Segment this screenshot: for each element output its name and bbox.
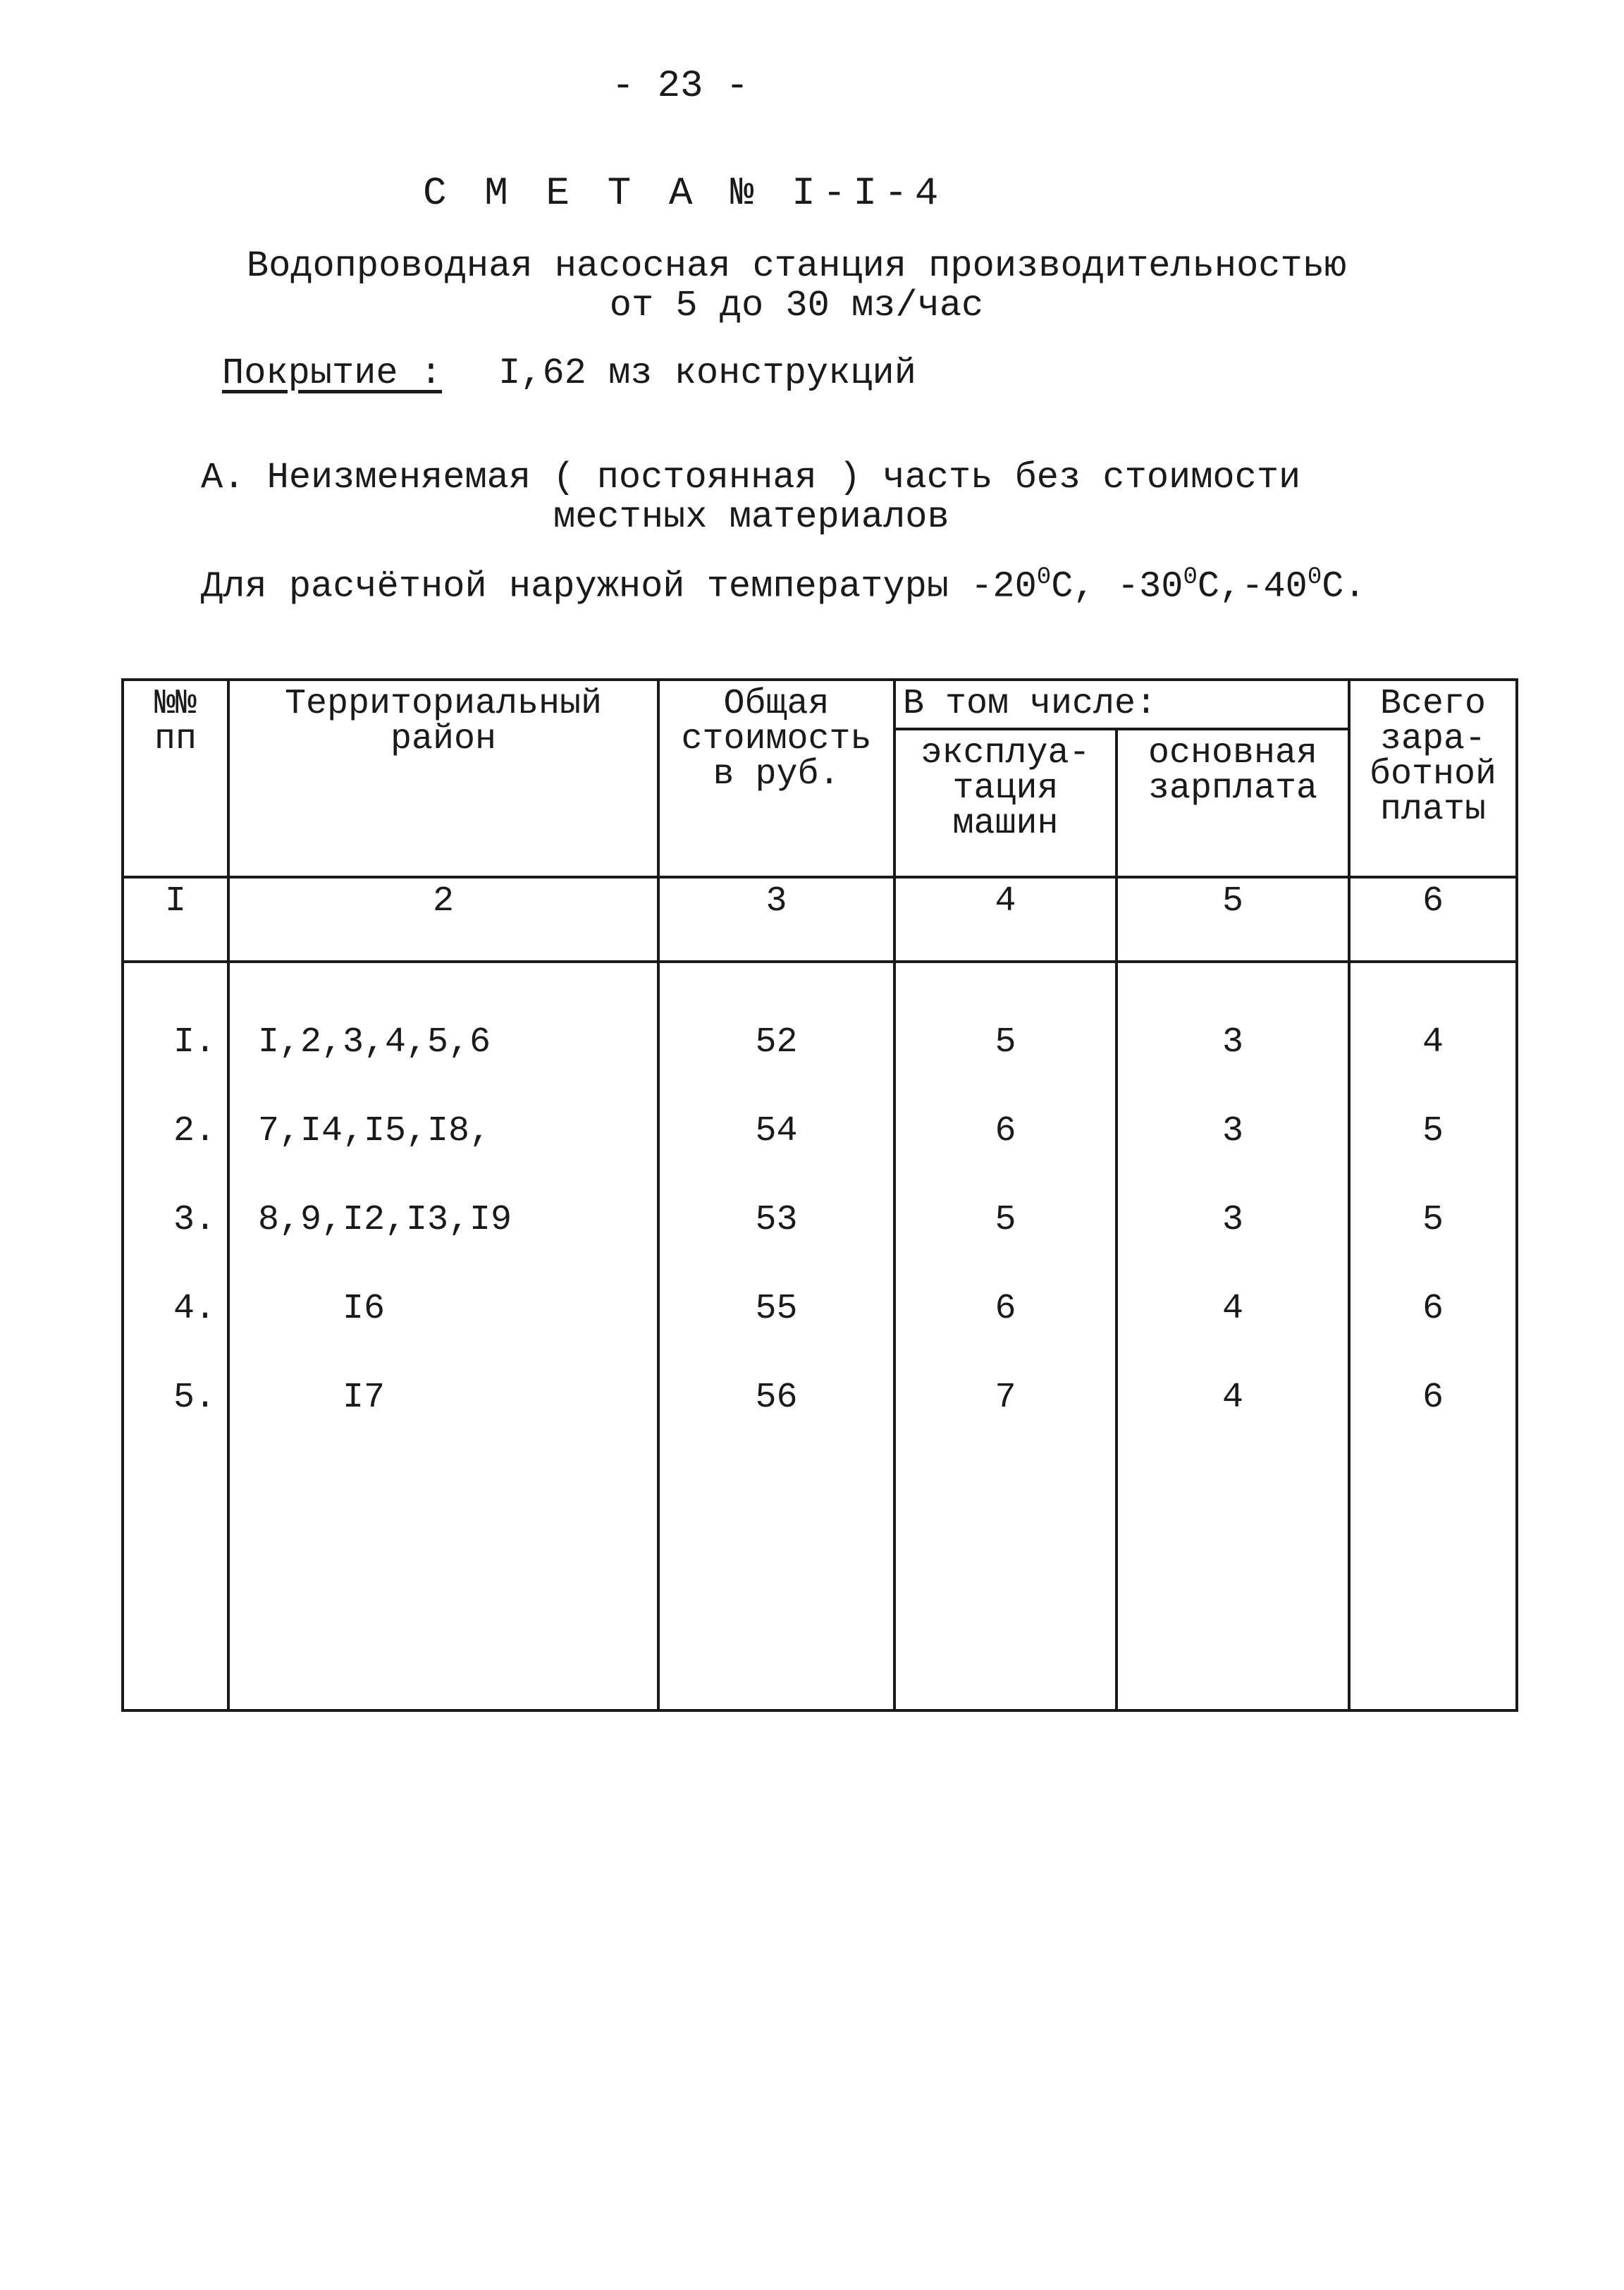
document-subtitle <box>240 247 1353 326</box>
column-number-row <box>123 877 1517 962</box>
estimate-table <box>121 678 1518 1712</box>
table-body <box>123 962 1517 1710</box>
table-cell: 3 <box>1222 1022 1243 1063</box>
temperature-line <box>201 564 1366 607</box>
column-number: 3 <box>658 877 894 962</box>
all-pay-column <box>1349 962 1517 1710</box>
table-cell: 52 <box>755 1022 798 1063</box>
header-num: №№ пп <box>123 680 228 877</box>
table-cell: 4 <box>1222 1378 1243 1418</box>
page-number: - 23 - <box>611 65 749 108</box>
temperature-t3: С,-40 <box>1197 565 1308 608</box>
table-cell: 5. <box>173 1378 216 1418</box>
table-cell: I7 <box>343 1378 386 1418</box>
table-cell: 6 <box>1422 1378 1444 1418</box>
table-cell: 5 <box>1422 1111 1444 1151</box>
column-number: 4 <box>894 877 1116 962</box>
total-cost-column <box>658 962 894 1710</box>
column-number: 5 <box>1116 877 1349 962</box>
covering-line <box>201 353 916 394</box>
table-cell: 5 <box>995 1022 1016 1063</box>
covering-value: I,62 мз конструкций <box>498 353 916 394</box>
header-total-cost: Общая стоимость в руб. <box>658 680 894 877</box>
table-cell: 54 <box>755 1111 798 1151</box>
header-all-pay: Всего зара- ботной платы <box>1349 680 1517 877</box>
column-number: 6 <box>1349 877 1517 962</box>
table-header-row <box>123 680 1517 729</box>
salary-column <box>1116 962 1349 1710</box>
temperature-end: С. <box>1322 565 1366 608</box>
subtitle-line-2: от 5 до 30 мз/час <box>609 285 984 326</box>
table-cell: 7,I4,I5,I8, <box>258 1111 491 1151</box>
table-cell: 3 <box>1222 1111 1243 1151</box>
header-salary: основная зарплата <box>1116 729 1349 877</box>
header-district: Территориальный район <box>228 680 658 877</box>
table-cell: 55 <box>755 1289 798 1329</box>
table-cell: 6 <box>995 1111 1016 1151</box>
table-cell: 56 <box>755 1378 798 1418</box>
header-machines: эксплуа- тация машин <box>894 729 1116 877</box>
subtitle-line-1: Водопроводная насосная станция производительностью <box>246 245 1347 287</box>
district-column <box>228 962 658 1710</box>
degree-mark-3: 0 <box>1307 564 1322 591</box>
table-cell: I6 <box>343 1289 386 1329</box>
section-a-heading <box>201 458 1300 537</box>
table-cell: 7 <box>995 1378 1016 1418</box>
table-cell: 4. <box>173 1289 216 1329</box>
table-cell: 5 <box>1422 1200 1444 1240</box>
table-cell: 8,9,I2,I3,I9 <box>258 1200 512 1240</box>
table-cell: 3. <box>173 1200 216 1240</box>
section-a-line-2: местных материалов <box>553 496 949 538</box>
table-cell: 5 <box>995 1200 1016 1240</box>
table-cell: 4 <box>1222 1289 1243 1329</box>
header-including: В том числе: <box>894 680 1349 729</box>
covering-label: Покрытие : <box>222 353 443 394</box>
temperature-t2: С, -30 <box>1051 565 1183 608</box>
machines-column <box>894 962 1116 1710</box>
table-cell: I. <box>173 1022 216 1063</box>
temperature-prefix: Для расчётной наружной температуры -20 <box>201 565 1037 608</box>
table-cell: 2. <box>173 1111 216 1151</box>
column-number: 2 <box>228 877 658 962</box>
table-cell: 3 <box>1222 1200 1243 1240</box>
table-cell: 6 <box>1422 1289 1444 1329</box>
column-number: I <box>123 877 228 962</box>
document-title: С М Е Т А № I-I-4 <box>423 171 946 216</box>
table-cell: 53 <box>755 1200 798 1240</box>
num-column <box>123 962 228 1710</box>
degree-mark-2: 0 <box>1183 564 1198 591</box>
table-cell: 6 <box>995 1289 1016 1329</box>
degree-mark-1: 0 <box>1036 564 1052 591</box>
table-cell: I,2,3,4,5,6 <box>258 1022 491 1063</box>
section-a-line-1: А. Неизменяемая ( постоянная ) часть без стоимости <box>201 457 1301 498</box>
table-cell: 4 <box>1422 1022 1444 1063</box>
